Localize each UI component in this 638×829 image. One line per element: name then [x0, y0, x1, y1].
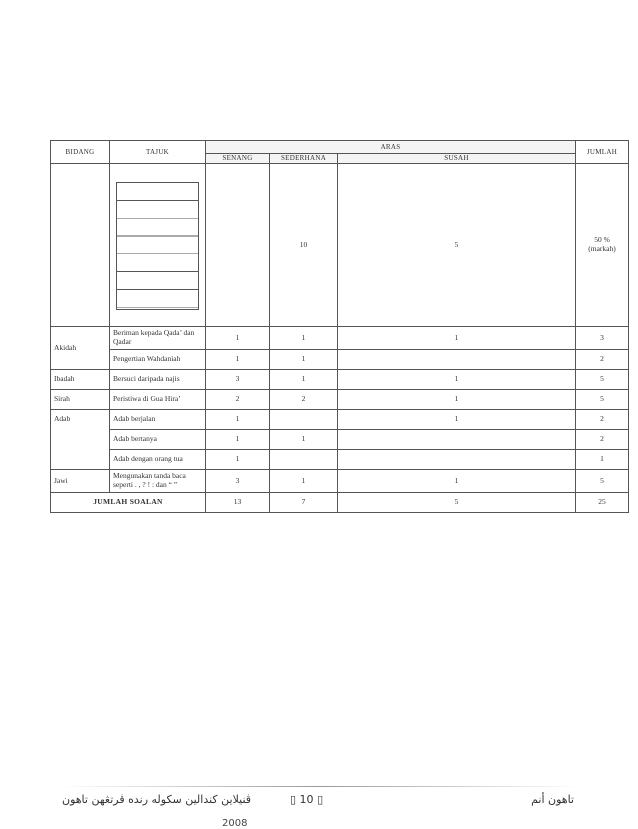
header-jumlah: JUMLAH	[576, 141, 629, 164]
row-bidang: Sirah	[51, 390, 110, 410]
row-susah: 1	[338, 390, 576, 410]
header-tajuk: TAJUK	[110, 141, 206, 164]
table-row	[51, 327, 629, 350]
table-row	[51, 450, 629, 470]
row-senang: 1	[206, 327, 270, 350]
table-header-row	[51, 141, 629, 154]
row-susah	[338, 450, 576, 470]
row-jumlah: 5	[576, 370, 629, 390]
page-number: 10	[296, 793, 318, 806]
row-sederhana: 1	[270, 370, 338, 390]
row-senang: 1	[206, 450, 270, 470]
row-senang: 3	[206, 470, 270, 493]
summary-jumlah	[576, 164, 629, 327]
row-tajuk: Adab dengan orang tua	[110, 450, 206, 470]
row-jumlah: 2	[576, 430, 629, 450]
summary-row	[51, 164, 629, 327]
table-row	[51, 350, 629, 370]
empty-grid-block	[116, 182, 199, 310]
row-tajuk: Bersuci daripada najis	[110, 370, 206, 390]
footer-divider	[60, 786, 580, 787]
row-sederhana: 2	[270, 390, 338, 410]
row-susah	[338, 350, 576, 370]
row-senang: 2	[206, 390, 270, 410]
total-sederhana: 7	[270, 493, 338, 513]
row-tajuk: Mengunakan tanda baca seperti . , ? ! : dan “ ”	[110, 470, 206, 493]
row-sederhana: 1	[270, 430, 338, 450]
footer-page-number	[290, 793, 323, 806]
row-bidang-akidah: Akidah	[51, 327, 110, 370]
row-susah: 1	[338, 370, 576, 390]
row-tajuk: Peristiwa di Gua Hira’	[110, 390, 206, 410]
header-sederhana: SEDERHANA	[270, 154, 338, 164]
summary-tajuk-cell	[110, 164, 206, 327]
header-bidang: BIDANG	[51, 141, 110, 164]
row-jumlah: 3	[576, 327, 629, 350]
total-jumlah: 25	[576, 493, 629, 513]
row-tajuk: Beriman kepada Qada’ dan Qadar	[110, 327, 206, 350]
row-tajuk: Pengertian Wahdaniah	[110, 350, 206, 370]
row-senang: 3	[206, 370, 270, 390]
total-row	[51, 493, 629, 513]
table-row	[51, 470, 629, 493]
footer-right-text: تاهون أنم	[531, 793, 574, 806]
row-susah	[338, 430, 576, 450]
test-specification-table	[50, 140, 629, 513]
table-row	[51, 390, 629, 410]
summary-sederhana: 10	[270, 164, 338, 327]
row-susah: 1	[338, 410, 576, 430]
table-row	[51, 430, 629, 450]
summary-susah: 5	[338, 164, 576, 327]
row-sederhana: 1	[270, 350, 338, 370]
row-bidang: Ibadah	[51, 370, 110, 390]
row-sederhana	[270, 410, 338, 430]
row-jumlah: 2	[576, 350, 629, 370]
row-sederhana: 1	[270, 470, 338, 493]
summary-bidang-cell	[51, 164, 110, 327]
header-susah: SUSAH	[338, 154, 576, 164]
footer-left-text: ڤنيلاين كندالين سكوله رنده ڤرتڠهن تاهون	[62, 793, 252, 806]
summary-jumlah-note: (markah)	[588, 244, 616, 253]
row-tajuk: Adab bertanya	[110, 430, 206, 450]
page-bracket-left-icon: ▯	[290, 793, 297, 806]
row-susah: 1	[338, 327, 576, 350]
row-sederhana	[270, 450, 338, 470]
row-bidang: Jawi	[51, 470, 110, 493]
row-sederhana: 1	[270, 327, 338, 350]
row-tajuk: Adab berjalan	[110, 410, 206, 430]
header-senang: SENANG	[206, 154, 270, 164]
row-bidang-adab: Adab	[51, 410, 110, 470]
summary-jumlah-percent: 50 %	[594, 235, 610, 245]
summary-senang-cell	[206, 164, 270, 327]
row-jumlah: 1	[576, 450, 629, 470]
row-jumlah: 5	[576, 470, 629, 493]
header-aras: ARAS	[206, 141, 576, 154]
row-senang: 1	[206, 430, 270, 450]
row-susah: 1	[338, 470, 576, 493]
total-senang: 13	[206, 493, 270, 513]
footer-year: 2008	[222, 818, 248, 829]
total-label: JUMLAH SOALAN	[51, 493, 206, 513]
row-jumlah: 5	[576, 390, 629, 410]
page-footer	[62, 793, 574, 805]
table-row	[51, 370, 629, 390]
page-bracket-right-icon: ▯	[317, 793, 324, 806]
row-jumlah: 2	[576, 410, 629, 430]
total-susah: 5	[338, 493, 576, 513]
table-row	[51, 410, 629, 430]
row-senang: 1	[206, 350, 270, 370]
row-senang: 1	[206, 410, 270, 430]
